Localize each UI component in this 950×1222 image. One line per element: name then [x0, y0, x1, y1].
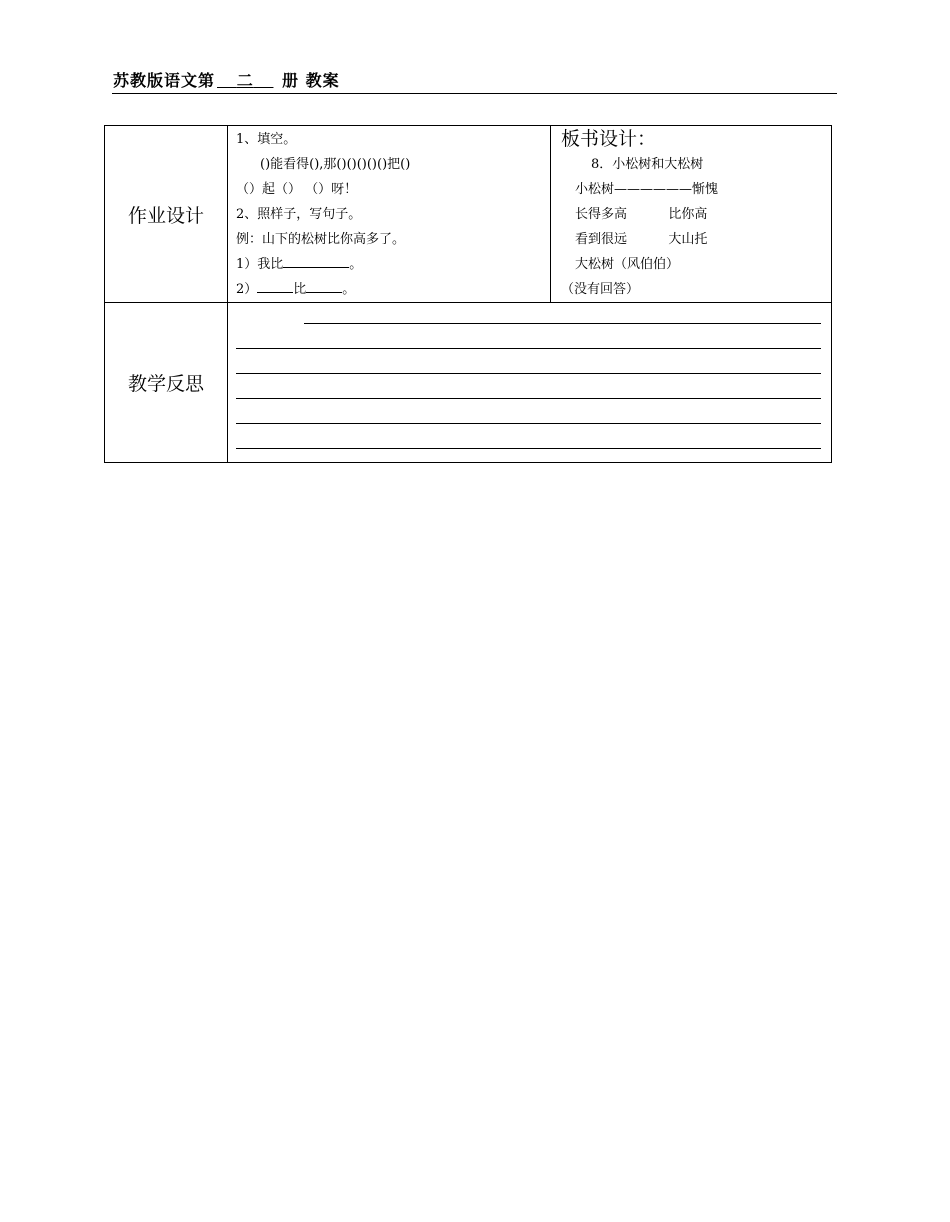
exercise-1-blank — [283, 252, 349, 268]
board-line: 看到很远 大山托 — [575, 232, 708, 247]
board-line: （没有回答） — [561, 282, 640, 297]
exercise-2-blank-a — [257, 277, 293, 293]
homework-line: 2、照样子，写句子。 — [236, 207, 362, 222]
writing-line — [236, 398, 821, 399]
header-suffix: 册 教案 — [282, 71, 340, 90]
writing-line — [304, 323, 821, 324]
board-line: 8．小松树和大松树 — [591, 157, 704, 172]
exercise-2-prefix: 2） — [236, 282, 258, 297]
reflection-lines — [228, 303, 832, 463]
board-design — [551, 126, 832, 303]
homework-line: （）起（） （）呀！ — [236, 182, 358, 197]
exercise-2-suffix: 。 — [342, 282, 356, 297]
board-title: 板书设计： — [561, 128, 657, 150]
document-header — [113, 68, 340, 91]
header-volume: 二 — [236, 71, 254, 90]
reflection-row — [105, 303, 832, 463]
writing-line — [236, 423, 821, 424]
exercise-1-suffix: 。 — [349, 257, 363, 272]
homework-label: 作业设计 — [105, 126, 228, 303]
writing-line — [236, 448, 821, 449]
exercise-1-prefix: 1）我比 — [236, 257, 284, 272]
homework-content — [228, 126, 551, 303]
homework-row — [105, 126, 832, 303]
board-line: 小松树——————惭愧 — [575, 182, 719, 197]
reflection-label: 教学反思 — [105, 303, 228, 463]
homework-line: 1、填空。 — [236, 132, 297, 147]
exercise-2 — [236, 277, 550, 302]
header-rule — [112, 93, 837, 94]
homework-line: 例：山下的松树比你高多了。 — [236, 232, 406, 247]
board-line: 长得多高 比你高 — [575, 207, 708, 222]
homework-line: ()能看得(),那()()()()()把() — [260, 157, 411, 172]
exercise-2-mid: 比 — [293, 282, 307, 297]
header-prefix: 苏教版语文第 — [113, 71, 216, 90]
exercise-2-blank-b — [306, 277, 342, 293]
lesson-plan-table — [104, 125, 832, 463]
writing-line — [236, 373, 821, 374]
board-line: 大松树（风伯伯） — [575, 257, 680, 272]
writing-line — [236, 348, 821, 349]
exercise-1 — [236, 252, 550, 277]
